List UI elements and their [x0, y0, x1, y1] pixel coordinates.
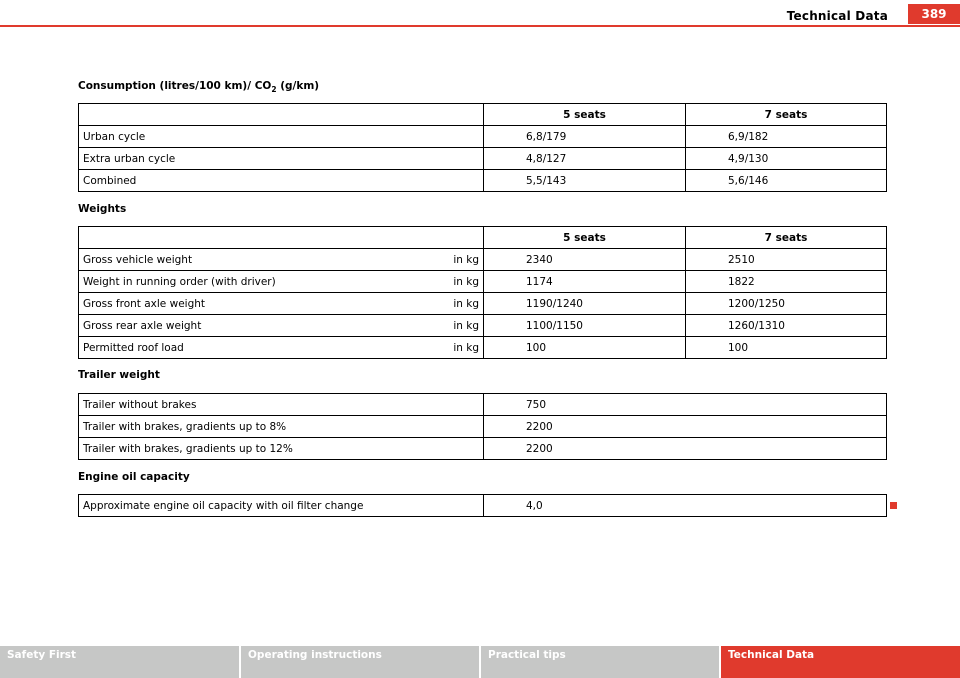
row-label: Permitted roof load [79, 337, 397, 359]
table-row [79, 126, 887, 148]
table-row [79, 416, 887, 438]
oil-table [78, 494, 887, 517]
row-label: Approximate engine oil capacity with oil filter change [79, 495, 484, 517]
empty-header-cell [79, 104, 484, 126]
table-row [79, 148, 887, 170]
end-of-section-marker [890, 502, 897, 509]
footer-tab-technical-data[interactable]: Technical Data [721, 646, 960, 678]
footer-tab-safety-first[interactable]: Safety First [0, 646, 241, 678]
value-5-seats: 4,8/127 [484, 148, 686, 170]
consumption-title-end: (g/km) [276, 80, 320, 92]
row-value: 2200 [484, 438, 887, 460]
value-5-seats: 2340 [484, 249, 686, 271]
table-row [79, 170, 887, 192]
trailer-title: Trailer weight [78, 369, 160, 381]
table-row [79, 293, 887, 315]
row-unit: in kg [397, 293, 484, 315]
table-row [79, 394, 887, 416]
row-label: Trailer without brakes [79, 394, 484, 416]
value-7-seats: 6,9/182 [686, 126, 887, 148]
trailer-table [78, 393, 887, 460]
row-value: 750 [484, 394, 887, 416]
table-header-row [79, 104, 887, 126]
header-rule [0, 25, 960, 27]
row-unit: in kg [397, 337, 484, 359]
table-row [79, 438, 887, 460]
page-header-title: Technical Data [786, 9, 888, 23]
row-unit: in kg [397, 249, 484, 271]
row-label: Extra urban cycle [79, 148, 484, 170]
column-header: 7 seats [686, 104, 887, 126]
value-5-seats: 1190/1240 [484, 293, 686, 315]
table-row [79, 315, 887, 337]
column-header: 5 seats [484, 227, 686, 249]
row-label: Urban cycle [79, 126, 484, 148]
consumption-title [78, 80, 319, 94]
value-7-seats: 1260/1310 [686, 315, 887, 337]
value-7-seats: 1822 [686, 271, 887, 293]
value-5-seats: 1174 [484, 271, 686, 293]
value-7-seats: 2510 [686, 249, 887, 271]
footer-tab-operating-instructions[interactable]: Operating instructions [241, 646, 481, 678]
value-5-seats: 6,8/179 [484, 126, 686, 148]
footer-tab-practical-tips[interactable]: Practical tips [481, 646, 721, 678]
value-7-seats: 4,9/130 [686, 148, 887, 170]
table-header-row [79, 227, 887, 249]
row-unit: in kg [397, 271, 484, 293]
footer-nav [0, 646, 960, 678]
value-7-seats: 1200/1250 [686, 293, 887, 315]
column-header: 7 seats [686, 227, 887, 249]
oil-title: Engine oil capacity [78, 471, 190, 483]
table-row [79, 249, 887, 271]
column-header: 5 seats [484, 104, 686, 126]
table-row [79, 337, 887, 359]
page-number: 389 [908, 4, 960, 24]
value-5-seats: 100 [484, 337, 686, 359]
value-7-seats: 100 [686, 337, 887, 359]
value-7-seats: 5,6/146 [686, 170, 887, 192]
row-label: Gross vehicle weight [79, 249, 397, 271]
row-value: 2200 [484, 416, 887, 438]
weights-title: Weights [78, 203, 127, 215]
row-label: Trailer with brakes, gradients up to 12% [79, 438, 484, 460]
table-row [79, 271, 887, 293]
row-label: Gross rear axle weight [79, 315, 397, 337]
row-unit: in kg [397, 315, 484, 337]
row-label: Trailer with brakes, gradients up to 8% [79, 416, 484, 438]
consumption-title-main: Consumption (litres/100 km)/ CO [78, 80, 272, 92]
table-row [79, 495, 887, 517]
consumption-title-subscript: 2 [271, 85, 277, 95]
row-label: Gross front axle weight [79, 293, 397, 315]
value-5-seats: 1100/1150 [484, 315, 686, 337]
weights-table [78, 226, 887, 359]
row-label: Weight in running order (with driver) [79, 271, 397, 293]
value-5-seats: 5,5/143 [484, 170, 686, 192]
consumption-table [78, 103, 887, 192]
empty-header-cell [79, 227, 484, 249]
row-label: Combined [79, 170, 484, 192]
row-value: 4,0 [484, 495, 887, 517]
